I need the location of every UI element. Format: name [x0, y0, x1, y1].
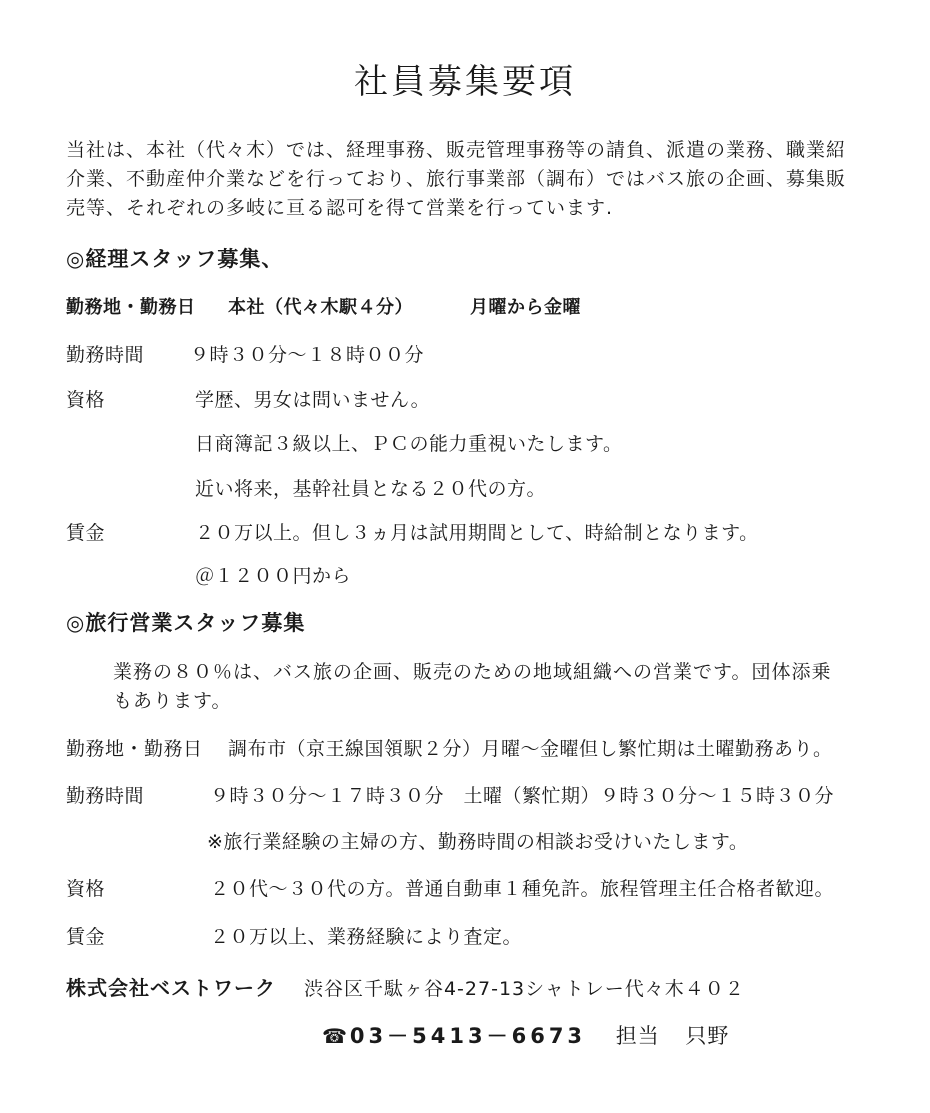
accounting-qual-line: 近い将来，基幹社員となる２０代の方。: [195, 478, 547, 500]
accounting-location-days: 月曜から金曜: [470, 297, 581, 318]
accounting-qual-line: 学歴、男女は問いません。: [195, 389, 431, 411]
accounting-heading: ◎経理スタッフ募集、: [66, 247, 284, 271]
travel-desc-line: 業務の８０％は、バス旅の企画、販売のための地域組織への営業です。団体添乗: [113, 661, 832, 683]
accounting-wage-label: 賃金: [66, 522, 106, 544]
travel-desc-line: もあります。: [113, 690, 232, 712]
company-info: [66, 972, 745, 1001]
contact-row: [322, 1020, 729, 1050]
intro-line: 介業、不動産仲介業などを行っており、旅行事業部（調布）ではバス旅の企画、募集販: [66, 168, 847, 190]
accounting-qual-line: 日商簿記３級以上、ＰＣの能力重視いたします。: [195, 433, 623, 455]
travel-hours-label: 勤務時間: [66, 785, 145, 807]
travel-description: [113, 658, 831, 716]
travel-location-value: 調布市（京王線国領駅２分）月曜～金曜但し繁忙期は土曜勤務あり。: [228, 738, 833, 760]
accounting-hours-label: 勤務時間: [66, 344, 145, 366]
accounting-qual-label: 資格: [66, 389, 106, 411]
page-title: 社員募集要項: [354, 62, 576, 102]
travel-hours-note: ※旅行業経験の主婦の方、勤務時間の相談お受けいたします。: [207, 831, 749, 853]
contact-name: 只野: [685, 1024, 730, 1048]
intro-line: 売等、それぞれの多岐に亘る認可を得て営業を行っています.: [66, 197, 614, 219]
travel-qual-value: ２０代～３０代の方。普通自動車１種免許。旅程管理主任合格者歓迎。: [210, 878, 835, 900]
phone-icon: ☎: [322, 1024, 348, 1048]
accounting-wage-line: ２０万以上。但し３ヵ月は試用期間として、時給制となります。: [195, 522, 759, 544]
company-address: 渋谷区千駄ヶ谷4-27-13シャトレー代々木４０２: [303, 978, 745, 1000]
intro-paragraph: [66, 136, 866, 223]
phone-number: 03－5413－6673: [349, 1024, 587, 1048]
travel-wage-value: ２０万以上、業務経験により査定。: [210, 926, 523, 948]
accounting-hours-value: ９時３０分～１８時００分: [190, 344, 425, 366]
contact-label: 担当: [615, 1024, 660, 1048]
accounting-location-value: 本社（代々木駅４分）: [228, 297, 413, 318]
accounting-location-label: 勤務地・勤務日: [66, 297, 196, 318]
intro-line: 当社は、本社（代々木）では、経理事務、販売管理事務等の請負、派遣の業務、職業紹: [66, 139, 847, 161]
travel-wage-label: 賃金: [66, 926, 106, 948]
travel-heading: ◎旅行営業スタッフ募集: [66, 611, 306, 635]
travel-location-label: 勤務地・勤務日: [66, 738, 203, 760]
accounting-wage-line: ＠１２００円から: [195, 565, 352, 587]
company-name: 株式会社ベストワーク: [66, 976, 276, 1000]
travel-hours-value: ９時３０分～１７時３０分 土曜（繁忙期）９時３０分～１５時３０分: [210, 785, 835, 807]
travel-qual-label: 資格: [66, 878, 106, 900]
